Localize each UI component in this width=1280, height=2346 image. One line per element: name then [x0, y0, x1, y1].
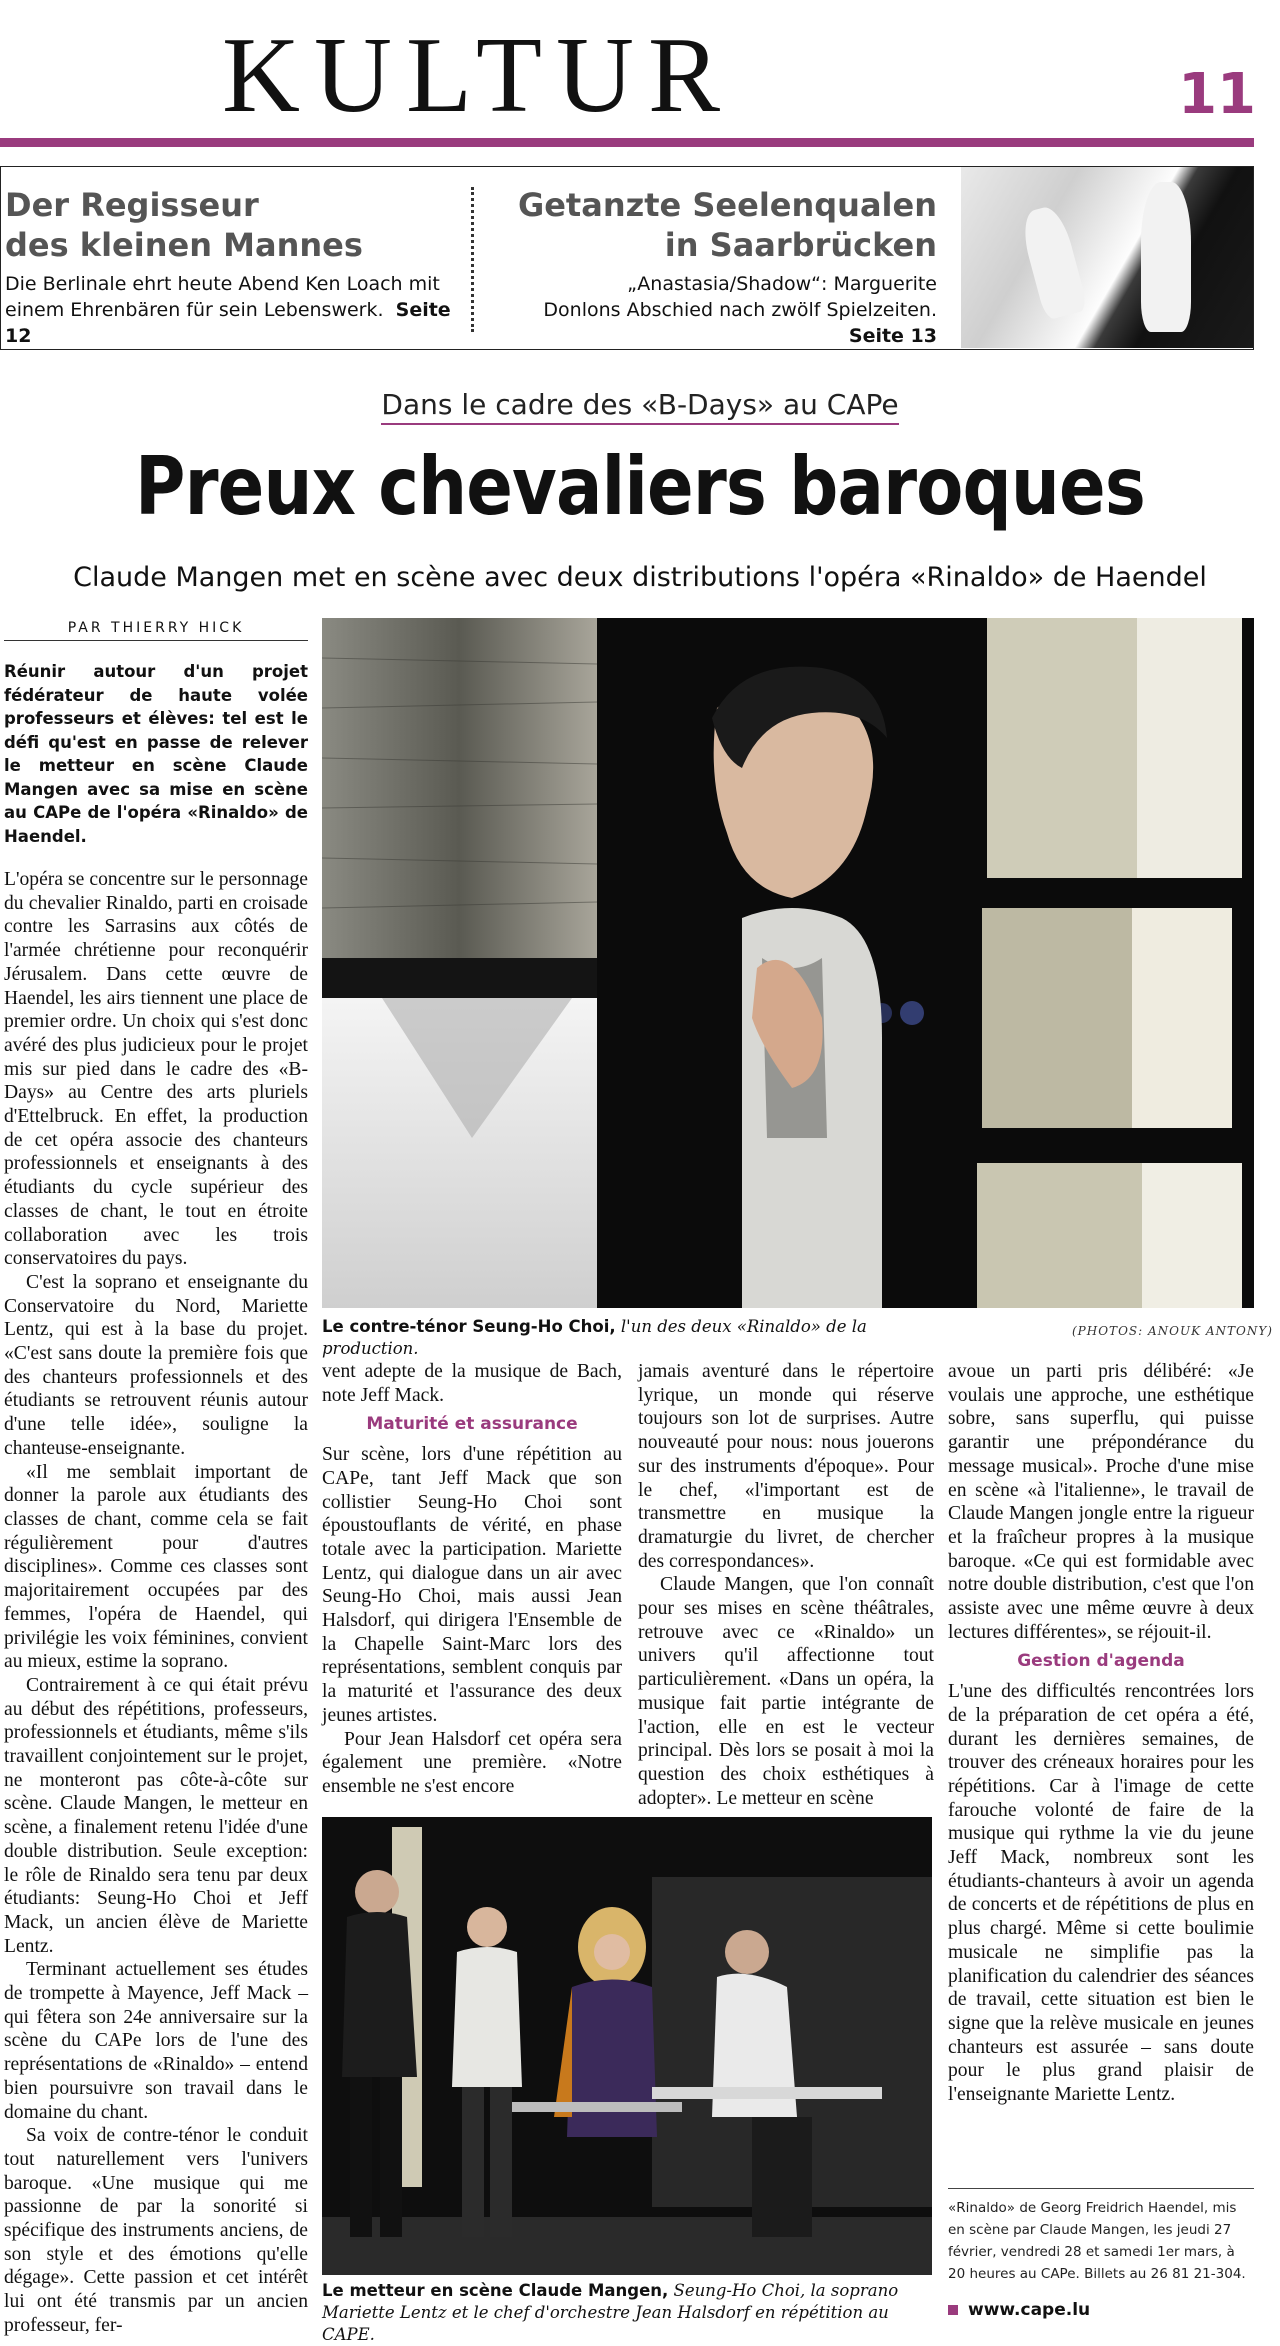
teaser-right-headline-1: Getanzte Seelenqualen — [517, 186, 937, 224]
teaser-right-summary-1: „Anastasia/Shadow“: Marguerite — [627, 273, 937, 295]
section-title: KULTUR — [222, 16, 735, 135]
column-2 — [322, 1360, 622, 1799]
teaser-right-headline-2: in Saarbrücken — [664, 226, 937, 264]
singer-figure — [712, 667, 887, 1308]
main-photo[interactable] — [322, 618, 1254, 1308]
teaser-left-headline-1: Der Regisseur — [5, 186, 259, 224]
website-text: www.cape.lu — [968, 2300, 1091, 2320]
article-kicker — [0, 388, 1280, 421]
column-1 — [4, 660, 308, 2338]
column-3 — [638, 1360, 934, 1810]
paragraph-12: L'une des difficultés rencontrées lors de la préparation de cet opéra a été, durant les dernières semaines, de trouver des créneaux horaires pour les répétitions. Car à l'image de cette farouche volonté de faire de la musique qui rythme la vie du jeune Jeff Mack, nombreux sont les étudiants-chanteurs à avoir un agenda de concerts et de répétitions de plus en plus chargé. Même si cette boulimie musicale ne simplifie pas la planification du calendrier des séances de travail, cette situation est bien le signe que la relève musicale en jeunes chanteurs est assurée – sans doute pour le plus grand plaisir de l'enseignante Mariette Lentz. — [948, 1681, 1254, 2106]
teaser-divider — [471, 187, 474, 332]
paragraph-4: Contrairement à ce qui était prévu au début des répétitions, professeurs, professionnels et étudiants, même s'ils travaillent conjointement sur le projet, ne monteront pas côte-à-côte sur scène. Claude Mangen, le metteur en scène, a finalement retenu l'idée d'une double distribution. Seule exception: le rôle de Rinaldo sera tenu par deux étudiants: Seung-Ho Choi et Jeff Mack, un ancien élève de Mariette Lentz. — [4, 1674, 308, 1957]
teaser-left-headline-2: des kleinen Mannes — [5, 226, 363, 264]
subtitle-maturite: Maturité et assurance — [366, 1414, 578, 1435]
bullet-square-icon — [948, 2305, 958, 2315]
paragraph-1: L'opéra se concentre sur le personnage du chevalier Rinaldo, parti en croisade contre les Sarrasins aux côtés de l'armée chrétienne pour reconquérir Jérusalem. Dans cette œuvre de Haendel, les airs tiennent une place de premier ordre. Un choix qui s'est donc avéré des plus judicieux pour le projet mis sur pied dans le cadre des «B-Days» au Centre des arts pluriels d'Ettelbruck. En effet, la production de cet opéra associe des chanteurs professionnels et enseignants à des étudiants du cycle supérieur des classes de chant, le tout en étroite collaboration avec les trois conservatoires du pays. — [4, 869, 308, 1270]
masthead — [0, 0, 1280, 150]
dancer-figure-2 — [1141, 182, 1191, 332]
kicker-text: Dans le cadre des «B-Days» au CAPe — [381, 388, 898, 425]
stone-cube-bottom — [977, 1163, 1142, 1308]
main-photo-illustration — [322, 618, 1254, 1308]
rehearsal-caption-bold: Le metteur en scène Claude Mangen, — [322, 2281, 669, 2300]
paragraph-7: Sur scène, lors d'une répétition au CAPe, tant Jeff Mack que son collistier Seung-Ho Choi sont époustouflants de vérité, en phase totale avec la participation. Mariette Lentz, qui dialogue dans un air avec Seung-Ho Choi, mais aussi Jean Halsdorf, qui dirigera l'Ensemble de la Chapelle Saint-Marc lors des représentations, semblent conquis par la maturité et l'assurance des deux jeunes artistes. — [322, 1444, 622, 1726]
info-text: «Rinaldo» de Georg Freidrich Haendel, mis en scène par Claude Mangen, les jeudi 27 février, vendredi 28 et samedi 1er mars, à 20 heures au CAPe. Billets au 26 81 21-304. — [948, 2200, 1246, 2282]
main-caption-bold: Le contre-ténor Seung-Ho Choi, — [322, 1317, 616, 1336]
photo-credit: (PHOTOS: ANOUK ANTONY) — [1072, 1324, 1273, 1338]
paragraph-col2-cont: vent adepte de la musique de Bach, note Jeff Mack. — [322, 1361, 622, 1406]
dancer-figure-1 — [1018, 203, 1089, 321]
website-link[interactable] — [948, 2300, 1090, 2320]
rehearsal-photo-illustration — [322, 1817, 932, 2275]
paragraph-3: «Il me semblait important de donner la parole aux étudiants des classes de chant, comme cela se fait régulièrement pour d'autres disciplines». Comme ces classes sont majoritairement occupées par des femmes, l'opéra de Haendel, qui privilégie les voix féminines, convient au mieux, estime la soprano. — [4, 1461, 308, 1673]
teaser-right-text — [487, 271, 937, 349]
teaser-right-summary-2: Donlons Abschied nach zwölf Spielzeiten. — [543, 299, 937, 321]
article-headline: Preux chevaliers baroques — [135, 440, 1145, 533]
rehearsal-caption-italic: Seung-Ho Choi, la soprano Mariette Lentz et le chef d'orchestre Jean Halsdorf en répétition au CAPE. — [322, 2281, 899, 2344]
article-subhead: Claude Mangen met en scène avec deux distributions l'opéra «Rinaldo» de Haendel — [73, 562, 1207, 593]
teaser-left-text — [5, 271, 455, 349]
teaser-right[interactable] — [487, 185, 937, 349]
paragraph-6: Sa voix de contre-ténor le conduit tout naturellement vers l'univers baroque. «Une musique qui me passionne de par la sonorité si spécifique des instruments anciens, de son style et des émotions qu'elle dégage». Cette passion et cet intérêt lui ont été transmis par un ancien professeur, fer- — [4, 2125, 308, 2336]
main-caption-italic: l'un des deux «Rinaldo» de la production. — [322, 1317, 867, 1358]
teaser-bar — [0, 166, 1254, 350]
column-4 — [948, 1360, 1254, 2107]
masthead-rule — [0, 138, 1254, 147]
paragraph-10: Claude Mangen, que l'on connaît pour ses mises en scène théâtrales, retrouve avec ce «Rinaldo» un univers qu'il affectionne tout particulièrement. «Dans un opéra, la musique fait partie intégrante de l'action, elle en est le vecteur principal. Dès lors se posait à moi la question des choix esthétiques à adopter». Le metteur en scène — [638, 1574, 934, 1809]
page-number: 11 — [1178, 62, 1256, 127]
teaser-left-summary: Die Berlinale ehrt heute Abend Ken Loach mit einem Ehrenbären für sein Lebenswerk. — [5, 273, 440, 321]
teaser-left-page-ref: Seite 12 — [5, 299, 451, 347]
paragraph-2: C'est la soprano et enseignante du Conservatoire du Nord, Mariette Lentz, qui est à la base du projet. «C'est sans doute la première fois que des chanteurs professionnels et des étudiants se retrouvent réunis autour d'une telle idée», souligne la chanteuse-enseignante. — [4, 1271, 308, 1459]
rehearsal-photo-caption — [322, 2280, 932, 2346]
article-lead: Réunir autour d'un projet fédérateur de haute volée professeurs et élèves: tel est le défi qu'est en passe de relever le metteur en scène Claude Mangen avec sa mise en scène au CAPe de l'opéra «Rinaldo» de Haendel. — [4, 662, 308, 846]
teaser-dance-photo[interactable] — [961, 167, 1253, 348]
byline: PAR THIERRY HICK — [4, 620, 308, 641]
subtitle-gestion: Gestion d'agenda — [1017, 1651, 1185, 1672]
paragraph-9: jamais aventuré dans le répertoire lyrique, un monde qui réserve toujours son lot de surprises. Autre nouveauté pour nous: nous jouerons sur des instruments d'époque». Pour le chef, «l'important est de transmettre en musique la dramaturgie du livret, de chercher des correspondances». — [638, 1361, 934, 1572]
rehearsal-photo[interactable] — [322, 1817, 932, 2275]
stone-cube-top — [987, 618, 1137, 878]
stone-cube-middle — [982, 908, 1132, 1128]
paragraph-11: avoue un parti pris délibéré: «Je voulais une approche, une esthétique sobre, sans superflu, qui puisse garantir une prépondérance du message musical». Proche d'une mise en scène «à l'italienne», le travail de Claude Mangen jongle entre la rigueur et la fraîcheur propres à la musique baroque. «Ce qui est formidable avec notre double distribution, c'est que l'on assiste avec une même œuvre à deux lectures différentes», se réjouit-il. — [948, 1361, 1254, 1643]
info-box — [948, 2188, 1254, 2285]
main-photo-caption — [322, 1316, 962, 1360]
info-rule — [948, 2188, 1254, 2189]
paragraph-8: Pour Jean Halsdorf cet opéra sera également une première. «Notre ensemble ne s'est encore — [322, 1728, 622, 1797]
teaser-left[interactable] — [5, 185, 455, 349]
teaser-right-page-ref: Seite 13 — [848, 325, 937, 347]
paragraph-5: Terminant actuellement ses études de trompette à Mayence, Jeff Mack – qui fêtera son 24e anniversaire sur la scène du CAPe lors de l'une des représentations de «Rinaldo» – entend bien poursuivre son travail dans le domaine du chant. — [4, 1959, 308, 2123]
